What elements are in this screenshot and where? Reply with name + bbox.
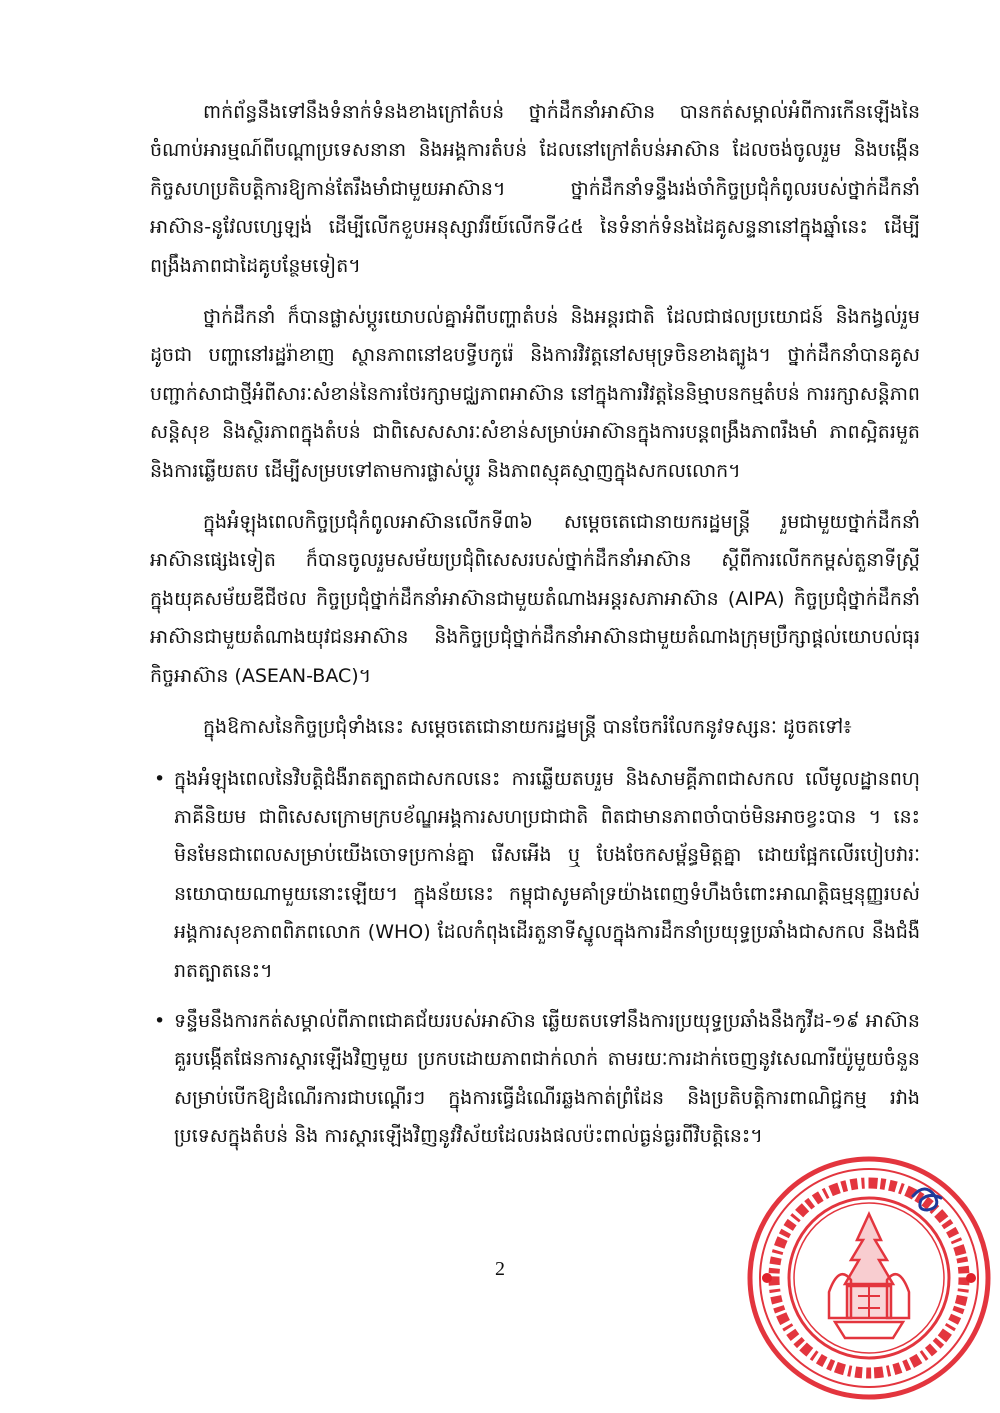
paragraph-4: ក្នុងឱកាសនៃកិច្ចប្រជុំទាំងនេះ សម្ដេចតេជោនាយករដ្ឋមន្ត្រី បានចែករំលែកនូវទស្សនៈ ដូចតទៅ៖	[203, 716, 852, 739]
list-item	[150, 760, 920, 990]
bullet-icon: •	[154, 767, 166, 790]
paragraph-2: ថ្នាក់ដឹកនាំ ក៏បានផ្លាស់ប្ដូរយោបល់គ្នាអំពីបញ្ហាតំបន់ និងអន្តរជាតិ ដែលជាផលប្រយោជន៍ និងកង្វល់រួម ដូចជា បញ្ហានៅរដ្ឋរ៉ាខាញ ស្ថានភាពនៅឧបទ្វីបកូរ៉េ និងការវិវត្តនៅសមុទ្រចិនខាងត្បូង។ ថ្នាក់ដឹកនាំបានគូសបញ្ជាក់សាជាថ្មីអំពីសារៈសំខាន់នៃការថែរក្សាមជ្ឈភាពអាស៊ាន នៅក្នុងការវិវត្តនៃនិម្មាបនកម្មតំបន់ ការរក្សាសន្តិភាព សន្តិសុខ និងស្ថិរភាពក្នុងតំបន់ ជាពិសេសសារៈសំខាន់សម្រាប់អាស៊ានក្នុងការបន្តពង្រឹងភាពរឹងមាំ ភាពស្អិតរមួត និងការឆ្លើយតប ដើម្បីសម្របទៅតាមការផ្លាស់ប្ដូរ និងភាពស្មុគស្មាញក្នុងសកលលោក។	[150, 306, 920, 482]
bullet-list	[150, 760, 920, 1156]
paragraph-1: ពាក់ព័ន្ធនឹងទៅនឹងទំនាក់ទំនងខាងក្រៅតំបន់ ថ្នាក់ដឹកនាំអាស៊ាន បានកត់សម្គាល់អំពីការកើនឡើងនៃចំណាប់អារម្មណ៍ពីបណ្ដាប្រទេសនានា និងអង្គការតំបន់ ដែលនៅក្រៅតំបន់អាស៊ាន ដែលចង់ចូលរួម និងបង្កើនកិច្ចសហប្រតិបត្តិការឱ្យកាន់តែរឹងមាំជាមួយអាស៊ាន។ ថ្នាក់ដឹកនាំទន្ទឹងរង់ចាំកិច្ចប្រជុំកំពូលរបស់ថ្នាក់ដឹកនាំអាស៊ាន-នូវែលហ្សេឡង់ ដើម្បីលើកខួបអនុស្សាវរីយ៍លើកទី៤៥ នៃទំនាក់ទំនងដៃគូសន្ទនានៅក្នុងឆ្នាំនេះ ដើម្បីពង្រឹងភាពជាដៃគូបន្ថែមទៀត។	[150, 101, 920, 277]
document-body	[150, 93, 920, 1168]
page-number: 2	[495, 1258, 505, 1280]
bullet-text-1: ក្នុងអំឡុងពេលនៃវិបត្តិជំងឺរាតត្បាតជាសកលនេះ ការឆ្លើយតបរួម និងសាមគ្គីភាពជាសកល លើមូលដ្ឋានពហុភាគីនិយម ជាពិសេសក្រោមក្របខ័ណ្ឌអង្គការសហប្រជាជាតិ ពិតជាមានភាពចាំបាច់មិនអាចខ្វះបាន ។ នេះមិនមែនជាពេលសម្រាប់យើងចោទប្រកាន់គ្នា រើសអើង ឬ បែងចែកសម្ព័ន្ធមិត្តគ្នា ដោយផ្អែកលើរបៀបវារៈនយោបាយណាមួយនោះឡើយ។ ក្នុងន័យនេះ កម្ពុជាសូមគាំទ្រយ៉ាងពេញទំហឹងចំពោះអាណត្តិធម្មនុញ្ញរបស់អង្គការសុខភាពពិភពលោក (WHO) ដែលកំពុងដើរតួនាទីស្នូលក្នុងការដឹកនាំប្រយុទ្ធប្រឆាំងជាសកល នឹងជំងឺរាតត្បាតនេះ។	[174, 767, 920, 982]
bullet-icon: •	[154, 1009, 166, 1032]
paragraph-3: ក្នុងអំឡុងពេលកិច្ចប្រជុំកំពូលអាស៊ានលើកទី៣៦ សម្ដេចតេជោនាយករដ្ឋមន្ត្រី រួមជាមួយថ្នាក់ដឹកនាំអាស៊ានផ្សេងទៀត ក៏បានចូលរួមសម័យប្រជុំពិសេសរបស់ថ្នាក់ដឹកនាំអាស៊ាន ស្ដីពីការលើកកម្ពស់តួនាទីស្ត្រីក្នុងយុគសម័យឌីជីថល កិច្ចប្រជុំថ្នាក់ដឹកនាំអាស៊ានជាមួយតំណាងអន្តរសភាអាស៊ាន (AIPA) កិច្ចប្រជុំថ្នាក់ដឹកនាំអាស៊ានជាមួយតំណាងយុវជនអាស៊ាន និងកិច្ចប្រជុំថ្នាក់ដឹកនាំអាស៊ានជាមួយតំណាងក្រុមប្រឹក្សាផ្ដល់យោបល់ធុរកិច្ចអាស៊ាន (ASEAN-BAC)។	[150, 511, 920, 687]
official-seal-stamp	[743, 1152, 995, 1404]
list-item	[150, 1002, 920, 1156]
bullet-text-2: ទន្ទឹមនឹងការកត់សម្គាល់ពីភាពជោគជ័យរបស់អាស៊ាន ឆ្លើយតបទៅនឹងការប្រយុទ្ធប្រឆាំងនឹងកូវីដ-១៩ អាស៊ានគួរបង្កើតផែនការស្ដារឡើងវិញមួយ ប្រកបដោយភាពជាក់លាក់ តាមរយៈការដាក់ចេញនូវសេណារីយ៉ូមួយចំនួន សម្រាប់បើកឱ្យដំណើរការជាបណ្ដើរៗ ក្នុងការធ្វើដំណើរឆ្លងកាត់ព្រំដែន និងប្រតិបត្តិការពាណិជ្ជកម្ម រវាងប្រទេសក្នុងតំបន់ និង ការស្ដារឡើងវិញនូវវិស័យដែលរងផលប៉ះពាល់ធ្ងន់ធ្ងរពីវិបត្តិនេះ។	[174, 1009, 920, 1148]
